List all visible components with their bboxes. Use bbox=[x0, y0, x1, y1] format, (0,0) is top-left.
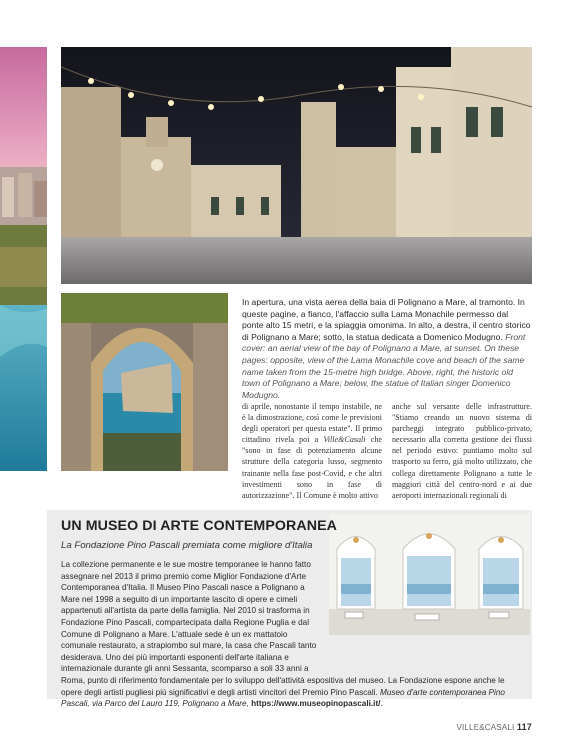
caption-italian: In apertura, una vista aerea della baia di Polignano a Mare, al tramonto. In queste pagine, a fianco, l'affaccio sulla Lama Monachile permesso dal ponte alto 15 metri, e la spiaggia omonima. In alto, a destra, il centro storico di Polignano a Mare; sotto, la statua dedicata a Domenico Modugno. bbox=[242, 297, 531, 342]
article-text: anche sul versante delle infrastrutture. "Stiamo creando un nuovo sistema di parcheggi integrato pubblico-privato, necessario alla corretta gestione dei flussi nel periodo estivo: puntiamo molto sul trasporto su ferro, già molto utilizzato, che collega direttamente Polignano a tutte le maggiori città del centro-nord e ai due aeroporti internazionali regionali di bbox=[392, 402, 532, 500]
museum-subtitle: La Fondazione Pino Pascali premiata come migliore d'Italia bbox=[61, 540, 313, 551]
museum-address: Museo d'arte contemporanea Pino Pascali, via Parco del Lauro 119, Polignano a Mare bbox=[61, 687, 505, 709]
page-number: 117 bbox=[516, 722, 532, 732]
separator: , bbox=[246, 699, 252, 709]
museum-title: UN MUSEO DI ARTE CONTEMPORANEA bbox=[61, 518, 337, 534]
magazine-name: Ville&Casali bbox=[323, 435, 366, 445]
museum-body-full: Roma, punto di riferimento fondamentale per lo sviluppo dell'attività espositiva del museo. La Fondazione espone anche le opere degli artisti pugliesi più significativi e degli artisti vincitori del Premio Pino Pascali. bbox=[61, 675, 505, 697]
museum-body-narrow: La collezione permanente e le sue mostre temporanee le hanno fatto assegnare nel 2013 il primo premio come Miglior Fondazione d'Arte Contemporanea d'Italia. Il Museo Pino Pascali nasce a Polignano a Mare nel 1998 a seguito di un importante lascito di opere e cimeli appartenuti all'artista da parte della famiglia. Nel 2010 si trasforma in Fondazione Pino Pascali, compartecipata dalla Regione Puglia e dal Comune di Polignano a Mare. L'attuale sede è un ex mattatoio comunale restaurato, a strapiombo sul mare, la casa che Pascali tanto desiderava. Uno dei più importanti esponenti dell'arte italiana e internazionale durante gli anni Sessanta, scomparso a soli 33 anni a bbox=[61, 560, 317, 674]
caption-english: Front cover: an aerial view of the bay of Polignano a Mare, at sunset. On these pages: opposite, view of the Lama Monachile cove and beach of the same name taken from the 15-metre high bridge. Above, right, the historic old town of Polignano a Mare; below, the statue of Italian singer Domenico Modugno. bbox=[242, 331, 526, 400]
article-column-2 bbox=[392, 401, 532, 501]
period: . bbox=[380, 699, 383, 709]
magazine-folio-name: VILLE&CASALI bbox=[456, 723, 515, 732]
photo-caption bbox=[242, 297, 532, 401]
article-text: di aprile, nonostante il tempo instabile, ne è la dimostrazione, così come le previsioni degli operatori per questa estate". Il primo cittadino rivela poi a bbox=[242, 402, 382, 445]
page-folio bbox=[456, 722, 532, 732]
lama-monachile-arch-photo bbox=[61, 293, 228, 471]
museum-website-link[interactable]: https://www.museopinopascali.it/ bbox=[251, 699, 381, 709]
museum-body-text bbox=[61, 559, 524, 710]
old-town-night-photo bbox=[61, 47, 532, 284]
aerial-bay-photo bbox=[0, 47, 47, 471]
article-column-1 bbox=[242, 401, 382, 501]
article-text: che "sono in fase di potenziamento alcune strutture della categoria lusso, segmento trainante nella fase post-Covid, e che altri investimenti sono in fase di autorizzazione". Il Comune è molto attivo bbox=[242, 435, 382, 500]
